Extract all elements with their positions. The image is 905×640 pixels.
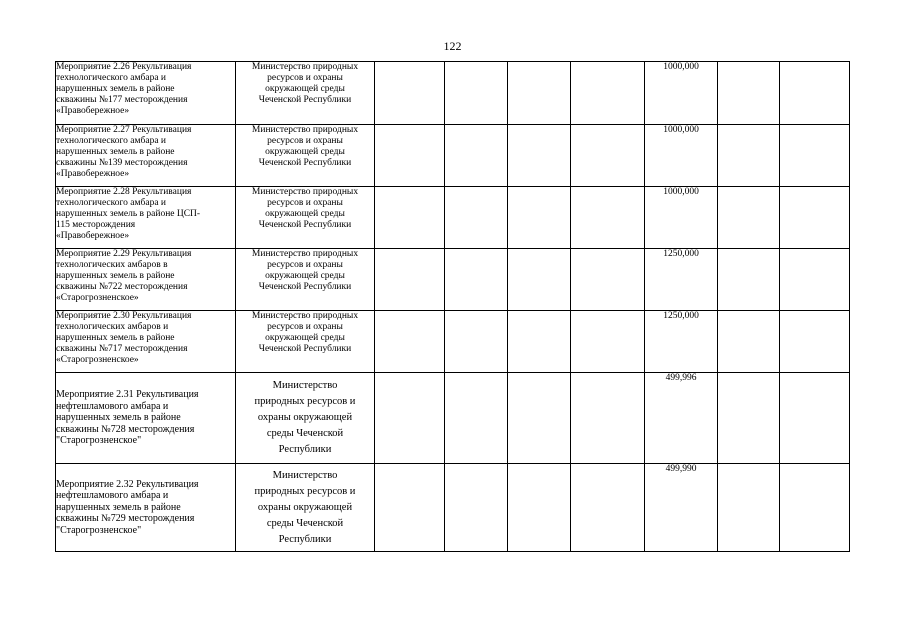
budget-table bbox=[55, 61, 850, 552]
empty-cell bbox=[571, 249, 645, 311]
measure-name-cell: Мероприятие 2.29 Рекультивация технологических амбаров в нарушенных земель в районе скважины №722 месторождения «Старогрозненское» bbox=[56, 249, 236, 311]
table-row bbox=[56, 311, 850, 373]
measure-name-cell: Мероприятие 2.28 Рекультивация технологического амбара и нарушенных земель в районе ЦСП- 115 месторождения «Правобережное» bbox=[56, 187, 236, 249]
amount-cell: 1250,000 bbox=[645, 249, 718, 311]
table-row bbox=[56, 187, 850, 249]
table-row bbox=[56, 125, 850, 187]
empty-cell bbox=[571, 62, 645, 125]
empty-cell bbox=[780, 187, 850, 249]
empty-cell bbox=[508, 249, 571, 311]
amount-cell: 499,996 bbox=[645, 373, 718, 464]
empty-cell bbox=[718, 187, 780, 249]
empty-cell bbox=[571, 187, 645, 249]
empty-cell bbox=[375, 187, 445, 249]
empty-cell bbox=[445, 125, 508, 187]
organization-cell: Министерство природных ресурсов и охраны окружающей среды Чеченской Республики bbox=[236, 187, 375, 249]
empty-cell bbox=[571, 373, 645, 464]
empty-cell bbox=[508, 187, 571, 249]
measure-name-cell: Мероприятие 2.30 Рекультивация технологических амбаров и нарушенных земель в районе скважины №717 месторождения «Старогрозненское» bbox=[56, 311, 236, 373]
empty-cell bbox=[718, 311, 780, 373]
amount-cell: 1250,000 bbox=[645, 311, 718, 373]
empty-cell bbox=[375, 464, 445, 552]
empty-cell bbox=[508, 125, 571, 187]
measure-name-cell: Мероприятие 2.26 Рекультивация технологического амбара и нарушенных земель в районе скважины №177 месторождения «Правобережное» bbox=[56, 62, 236, 125]
empty-cell bbox=[780, 125, 850, 187]
organization-cell: Министерство природных ресурсов и охраны окружающей среды Чеченской Республики bbox=[236, 249, 375, 311]
empty-cell bbox=[780, 373, 850, 464]
empty-cell bbox=[445, 464, 508, 552]
empty-cell bbox=[375, 373, 445, 464]
empty-cell bbox=[718, 62, 780, 125]
empty-cell bbox=[375, 249, 445, 311]
amount-cell: 499,990 bbox=[645, 464, 718, 552]
empty-cell bbox=[571, 464, 645, 552]
table-row bbox=[56, 62, 850, 125]
amount-cell: 1000,000 bbox=[645, 125, 718, 187]
empty-cell bbox=[718, 373, 780, 464]
empty-cell bbox=[718, 464, 780, 552]
empty-cell bbox=[375, 311, 445, 373]
organization-cell: Министерство природных ресурсов и охраны окружающей среды Чеченской Республики bbox=[236, 464, 375, 552]
empty-cell bbox=[508, 373, 571, 464]
organization-cell: Министерство природных ресурсов и охраны окружающей среды Чеченской Республики bbox=[236, 311, 375, 373]
empty-cell bbox=[508, 62, 571, 125]
empty-cell bbox=[445, 62, 508, 125]
empty-cell bbox=[571, 311, 645, 373]
empty-cell bbox=[718, 249, 780, 311]
empty-cell bbox=[445, 311, 508, 373]
empty-cell bbox=[571, 125, 645, 187]
empty-cell bbox=[375, 62, 445, 125]
organization-cell: Министерство природных ресурсов и охраны окружающей среды Чеченской Республики bbox=[236, 62, 375, 125]
empty-cell bbox=[445, 249, 508, 311]
empty-cell bbox=[508, 311, 571, 373]
organization-cell: Министерство природных ресурсов и охраны окружающей среды Чеченской Республики bbox=[236, 125, 375, 187]
measure-name-cell: Мероприятие 2.31 Рекультивация нефтешламового амбара и нарушенных земель в районе скважины №728 месторождения "Старогрозненское" bbox=[56, 373, 236, 464]
organization-cell: Министерство природных ресурсов и охраны окружающей среды Чеченской Республики bbox=[236, 373, 375, 464]
table-row bbox=[56, 373, 850, 464]
empty-cell bbox=[508, 464, 571, 552]
measure-name-cell: Мероприятие 2.32 Рекультивация нефтешламового амбара и нарушенных земель в районе скважины №729 месторождения "Старогрозненское" bbox=[56, 464, 236, 552]
empty-cell bbox=[445, 373, 508, 464]
empty-cell bbox=[375, 125, 445, 187]
measure-name-cell: Мероприятие 2.27 Рекультивация технологического амбара и нарушенных земель в районе скважины №139 месторождения «Правобережное» bbox=[56, 125, 236, 187]
empty-cell bbox=[780, 464, 850, 552]
table-row bbox=[56, 464, 850, 552]
amount-cell: 1000,000 bbox=[645, 62, 718, 125]
page-number: 122 bbox=[443, 39, 462, 53]
empty-cell bbox=[718, 125, 780, 187]
empty-cell bbox=[780, 249, 850, 311]
empty-cell bbox=[780, 311, 850, 373]
amount-cell: 1000,000 bbox=[645, 187, 718, 249]
table-row bbox=[56, 249, 850, 311]
empty-cell bbox=[445, 187, 508, 249]
empty-cell bbox=[780, 62, 850, 125]
